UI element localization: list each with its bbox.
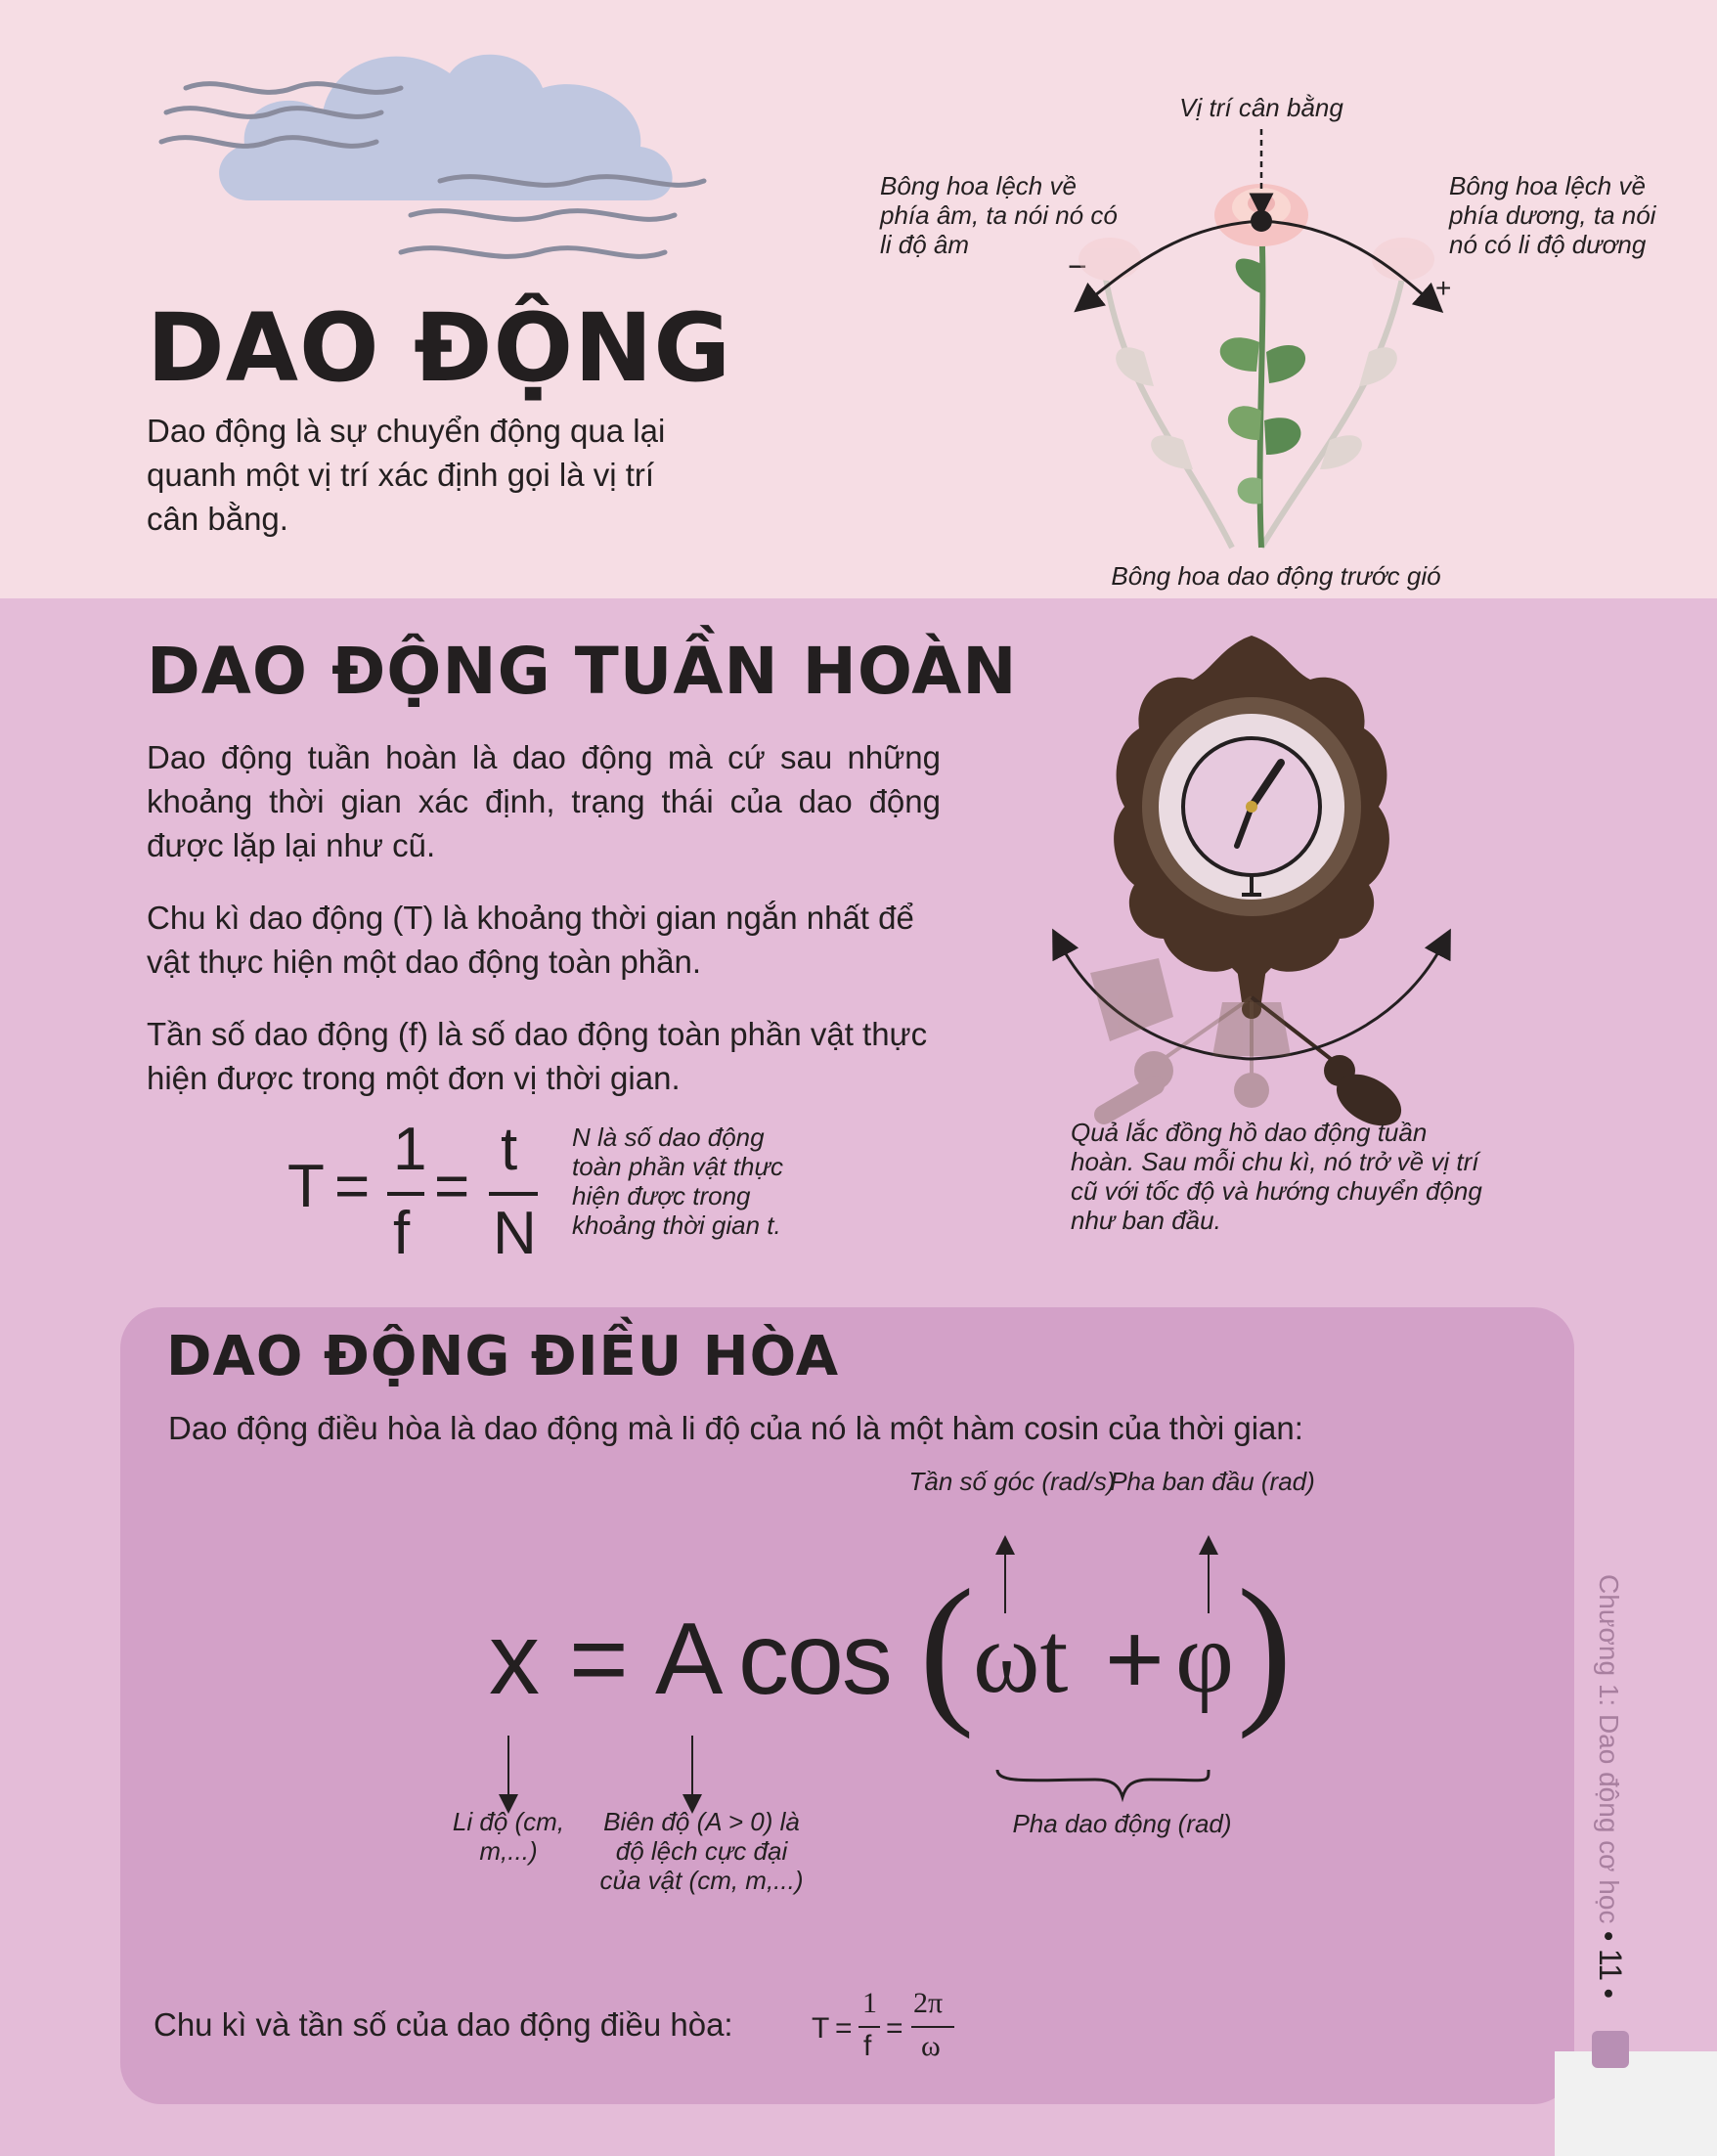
label-angular-frequency: Tần số góc (rad/s) — [908, 1467, 1116, 1496]
hpf-bar-2 — [911, 2026, 954, 2028]
corner-block — [1555, 2051, 1717, 2156]
sign-minus: − — [1068, 248, 1087, 286]
pendulum-swing-arrow — [1051, 934, 1452, 1071]
label-positive: Bông hoa lệch về phía dương, ta nói nó có li độ dương — [1449, 171, 1656, 259]
harmonic-period-formula — [808, 1985, 964, 2073]
eq-omega-t: ωt — [973, 1602, 1069, 1714]
formula-note: N là số dao động toàn phần vật thực hiện được trong khoảng thời gian t. — [572, 1122, 783, 1240]
label-phase: Pha dao động (rad) — [1012, 1809, 1232, 1838]
formula-num-1: 1 — [393, 1116, 427, 1183]
periodic-title: DAO ĐỘNG TUẦN HOÀN — [147, 634, 1018, 709]
label-initial-phase: Pha ban đầu (rad) — [1110, 1467, 1315, 1496]
flower-caption: Bông hoa dao động trước gió — [1111, 561, 1441, 591]
formula-num-2: t — [501, 1116, 518, 1183]
hpf-eq-2: = — [886, 2012, 903, 2045]
harmonic-title: DAO ĐỘNG ĐIỀU HÒA — [166, 1325, 840, 1388]
period-formula — [284, 1115, 557, 1271]
hpf-num-1: 1 — [862, 1987, 877, 2019]
page-number: 11 — [1593, 1948, 1628, 1982]
fraction-bar-1 — [387, 1192, 424, 1196]
label-amplitude: Biên độ (A > 0) là độ lệch cực đại của vật (cm, m,...) — [599, 1807, 804, 1895]
hpf-T: T — [812, 2012, 830, 2045]
eq-plus: + — [1105, 1603, 1165, 1716]
harmonic-definition: Dao động điều hòa là dao động mà li độ của nó là một hàm cosin của thời gian: — [168, 1410, 1303, 1446]
eq-equals: = — [569, 1603, 629, 1716]
cloud-wind-icon — [147, 20, 812, 284]
swing-arc-arrow — [1066, 117, 1457, 332]
hpf-den-1: f — [863, 2030, 872, 2062]
periodic-para-1: Dao động tuần hoàn là dao động mà cứ sau những khoảng thời gian xác định, trạng thái của dao động được lặp lại như cũ. — [147, 739, 941, 863]
label-displacement: Li độ (cm, m,...) — [452, 1807, 565, 1866]
sign-plus: + — [1435, 273, 1452, 303]
formula-eq-2: = — [434, 1153, 470, 1220]
formula-eq-1: = — [334, 1153, 371, 1220]
periodic-para-2: Chu kì dao động (T) là khoảng thời gian ngắn nhất để vật thực hiện một dao động toàn phần. — [147, 900, 914, 980]
eq-rparen: ) — [1237, 1556, 1293, 1739]
period-text: Chu kì và tần số của dao động điều hòa: — [154, 2006, 733, 2043]
formula-den-2: N — [493, 1200, 537, 1267]
eq-cos: cos — [738, 1603, 891, 1716]
clock-caption: Quả lắc đồng hồ dao động tuần hoàn. Sau mỗi chu kì, nó trở về vị trí cũ với tốc độ và hướng chuyển động như ban đầu. — [1071, 1118, 1482, 1235]
formula-T: T — [287, 1153, 325, 1220]
eq-lparen: ( — [919, 1556, 975, 1739]
formula-den-1: f — [393, 1200, 411, 1267]
fraction-bar-2 — [489, 1192, 538, 1196]
label-negative: Bông hoa lệch về phía âm, ta nói nó có li độ âm — [880, 171, 1118, 259]
hpf-num-2: 2π — [913, 1987, 944, 2019]
chapter-label: Chương 1: Dao động cơ học — [1594, 1574, 1624, 1924]
hpf-bar-1 — [858, 2026, 880, 2028]
chapter-running-head: Chương 1: Dao động cơ học • 11 • — [1593, 1574, 1628, 1999]
hpf-den-2: ω — [921, 2030, 941, 2062]
eq-amplitude: A — [655, 1603, 724, 1716]
periodic-para-3: Tần số dao động (f) là số dao động toàn phần vật thực hiện được trong một đơn vị thời gian. — [147, 1016, 928, 1096]
equation-annotation-arrows — [489, 1535, 1235, 1828]
intro-text: Dao động là sự chuyển động qua lại quanh một vị trí xác định gọi là vị trí cân bằng. — [147, 413, 666, 537]
intro-title: DAO ĐỘNG — [147, 293, 732, 403]
hpf-eq-1: = — [835, 2012, 853, 2045]
eq-x: x — [489, 1603, 540, 1716]
page-marker — [1592, 2031, 1629, 2068]
label-equilibrium: Vị trí cân bằng — [1179, 93, 1343, 122]
eq-phi: φ — [1175, 1602, 1235, 1714]
